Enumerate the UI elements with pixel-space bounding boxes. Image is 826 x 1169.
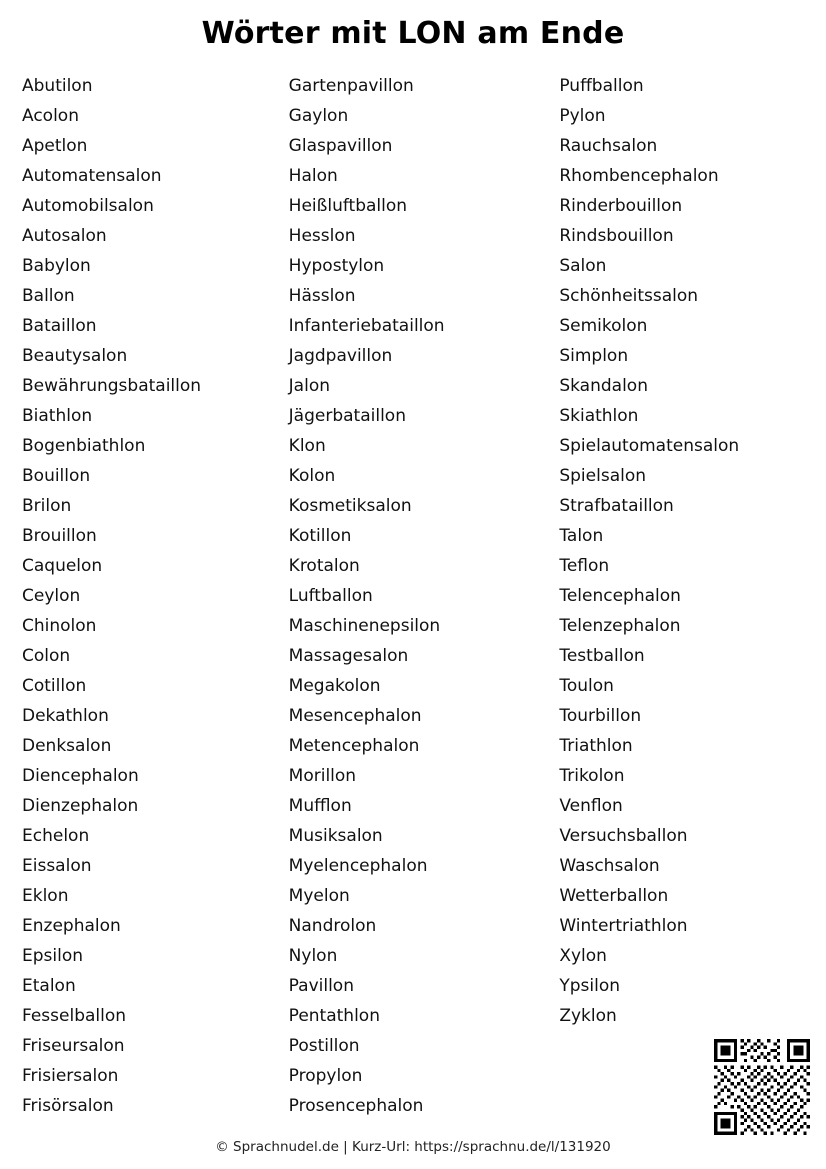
word-item: Waschsalon [559,856,660,876]
word-item: Morillon [288,766,357,786]
word-item: Mufflon [288,796,352,816]
word-item: Salon [559,256,607,276]
word-item: Heißluftballon [288,196,408,216]
word-item: Autosalon [22,226,107,246]
word-item: Biathlon [22,406,93,426]
word-item: Brilon [22,496,72,516]
word-item: Acolon [22,106,79,126]
word-item: Echelon [22,826,90,846]
word-item: Teflon [559,556,610,576]
word-item: Kosmetiksalon [288,496,412,516]
word-item: Jagdpavillon [288,346,393,366]
word-item: Frisörsalon [22,1096,114,1116]
word-item: Tourbillon [559,706,642,726]
word-item: Nandrolon [288,916,377,936]
page-title: Wörter mit LON am Ende [201,16,625,51]
word-item: Automobilsalon [22,196,154,216]
word-item: Myelencephalon [288,856,428,876]
word-item: Babylon [22,256,91,276]
word-item: Diencephalon [22,766,139,786]
word-item: Bogenbiathlon [22,436,146,456]
word-item: Chinolon [22,616,97,636]
word-item: Rinderbouillon [559,196,683,216]
word-item: Venflon [559,796,623,816]
word-item: Abutilon [22,76,93,96]
word-item: Infanteriebataillon [288,316,445,336]
word-item: Rauchsalon [559,136,658,156]
word-item: Eklon [22,886,69,906]
word-item: Semikolon [559,316,648,336]
word-item: Jägerbataillon [288,406,406,426]
word-item: Testballon [559,646,645,666]
word-item: Rhombencephalon [559,166,719,186]
word-item: Zyklon [559,1006,617,1026]
word-item: Versuchsballon [559,826,688,846]
word-item: Etalon [22,976,76,996]
word-item: Epsilon [22,946,84,966]
word-item: Luftballon [288,586,373,606]
word-item: Skandalon [559,376,648,396]
word-item: Metencephalon [288,736,420,756]
word-item: Pavillon [288,976,354,996]
word-item: Jalon [288,376,331,396]
word-item: Musiksalon [288,826,383,846]
word-item: Bewährungsbataillon [22,376,202,396]
word-item: Hypostylon [288,256,385,276]
word-item: Apetlon [22,136,88,156]
word-item: Beautysalon [22,346,128,366]
word-item: Hässlon [288,286,356,306]
word-item: Talon [559,526,604,546]
footer-credit: © Sprachnudel.de | Kurz-Url: https://sprachnu.de/l/131920 [215,1139,611,1155]
word-item: Fesselballon [22,1006,127,1026]
word-item: Mesencephalon [288,706,422,726]
word-item: Telenzephalon [559,616,681,636]
word-item: Friseursalon [22,1036,125,1056]
word-item: Postillon [288,1036,360,1056]
word-item: Wintertriathlon [559,916,688,936]
word-item: Bataillon [22,316,97,336]
word-item: Maschinenepsilon [288,616,441,636]
word-item: Skiathlon [559,406,639,426]
word-item: Myelon [288,886,350,906]
word-item: Automatensalon [22,166,162,186]
word-item: Spielautomatensalon [559,436,740,456]
word-item: Triathlon [559,736,633,756]
word-item: Caquelon [22,556,103,576]
word-item: Puffballon [559,76,644,96]
word-item: Glaspavillon [288,136,393,156]
word-item: Gartenpavillon [288,76,414,96]
word-item: Telencephalon [559,586,681,606]
word-item: Dekathlon [22,706,109,726]
word-item: Krotalon [288,556,360,576]
word-item: Dienzephalon [22,796,139,816]
word-item: Trikolon [559,766,625,786]
word-item: Hesslon [288,226,356,246]
word-item: Eissalon [22,856,92,876]
word-item: Colon [22,646,71,666]
word-item: Ceylon [22,586,81,606]
word-item: Kolon [288,466,336,486]
word-column-3 [533,71,804,1121]
word-item: Denksalon [22,736,112,756]
word-item: Ballon [22,286,75,306]
word-item: Halon [288,166,338,186]
word-item: Xylon [559,946,607,966]
word-item: Toulon [559,676,614,696]
word-item: Prosencephalon [288,1096,424,1116]
word-columns [0,57,826,1121]
word-item: Wetterballon [559,886,669,906]
qr-code-image [714,1039,810,1135]
word-item: Rindsbouillon [559,226,674,246]
word-item: Spielsalon [559,466,647,486]
word-column-2 [267,71,534,1121]
word-item: Massagesalon [288,646,409,666]
word-item: Megakolon [288,676,381,696]
word-item: Cotillon [22,676,87,696]
word-item: Pentathlon [288,1006,380,1026]
word-item: Ypsilon [559,976,620,996]
word-column-1 [22,71,267,1121]
word-item: Propylon [288,1066,363,1086]
word-item: Kotillon [288,526,352,546]
word-item: Klon [288,436,326,456]
word-item: Enzephalon [22,916,121,936]
word-item: Gaylon [288,106,349,126]
word-item: Bouillon [22,466,91,486]
word-item: Schönheitssalon [559,286,699,306]
word-item: Simplon [559,346,629,366]
word-item: Pylon [559,106,606,126]
word-item: Brouillon [22,526,97,546]
word-item: Strafbataillon [559,496,674,516]
qr-code[interactable] [714,1039,810,1135]
word-item: Nylon [288,946,338,966]
word-item: Frisiersalon [22,1066,119,1086]
